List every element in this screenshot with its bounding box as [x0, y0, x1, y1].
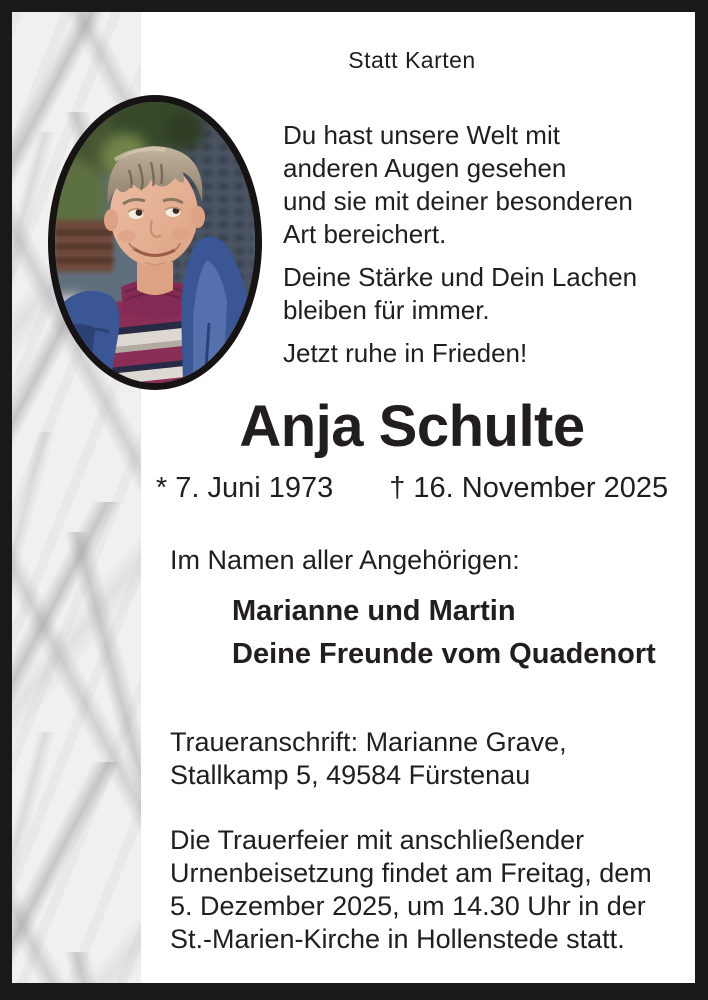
header-statt-karten: Statt Karten: [348, 47, 476, 73]
poem-stanza: [283, 119, 695, 251]
mourners-list: [232, 590, 692, 676]
poem-stanza: [283, 261, 695, 327]
funeral-line: 5. Dezember 2025, um 14.30 Uhr in der: [170, 891, 646, 921]
deceased-name: Anja Schulte: [239, 394, 585, 459]
life-dates: [142, 471, 682, 505]
mourner-line: Marianne und Martin: [232, 595, 516, 627]
portrait-illustration: [55, 102, 255, 383]
poem-line: Du hast unsere Welt mit: [283, 120, 560, 150]
poem-stanza: [283, 337, 695, 370]
poem-line: und sie mit deiner besonderen: [283, 186, 633, 216]
address-line: Traueranschrift: Marianne Grave,: [170, 727, 567, 757]
poem-line: anderen Augen gesehen: [283, 153, 567, 183]
condolence-address: [170, 726, 690, 792]
family-intro: Im Namen aller Angehörigen:: [170, 545, 520, 575]
memorial-poem: [283, 119, 695, 380]
funeral-line: Die Trauerfeier mit anschließender: [170, 825, 585, 855]
address-line: Stallkamp 5, 49584 Fürstenau: [170, 760, 531, 790]
portrait-photo: [48, 95, 262, 390]
poem-line: bleiben für immer.: [283, 295, 490, 325]
funeral-line: Urnenbeisetzung findet am Freitag, dem: [170, 858, 652, 888]
poem-line: Art bereichert.: [283, 219, 447, 249]
funeral-details: [170, 824, 695, 956]
poem-line: Jetzt ruhe in Frieden!: [283, 338, 528, 368]
funeral-line: St.-Marien-Kirche in Hollenstede statt.: [170, 924, 625, 954]
notice-paper: [12, 12, 695, 983]
poem-line: Deine Stärke und Dein Lachen: [283, 262, 638, 292]
birth-date: * 7. Juni 1973: [155, 472, 334, 504]
mourner-line: Deine Freunde vom Quadenort: [232, 638, 656, 670]
death-date: † 16. November 2025: [389, 472, 669, 504]
